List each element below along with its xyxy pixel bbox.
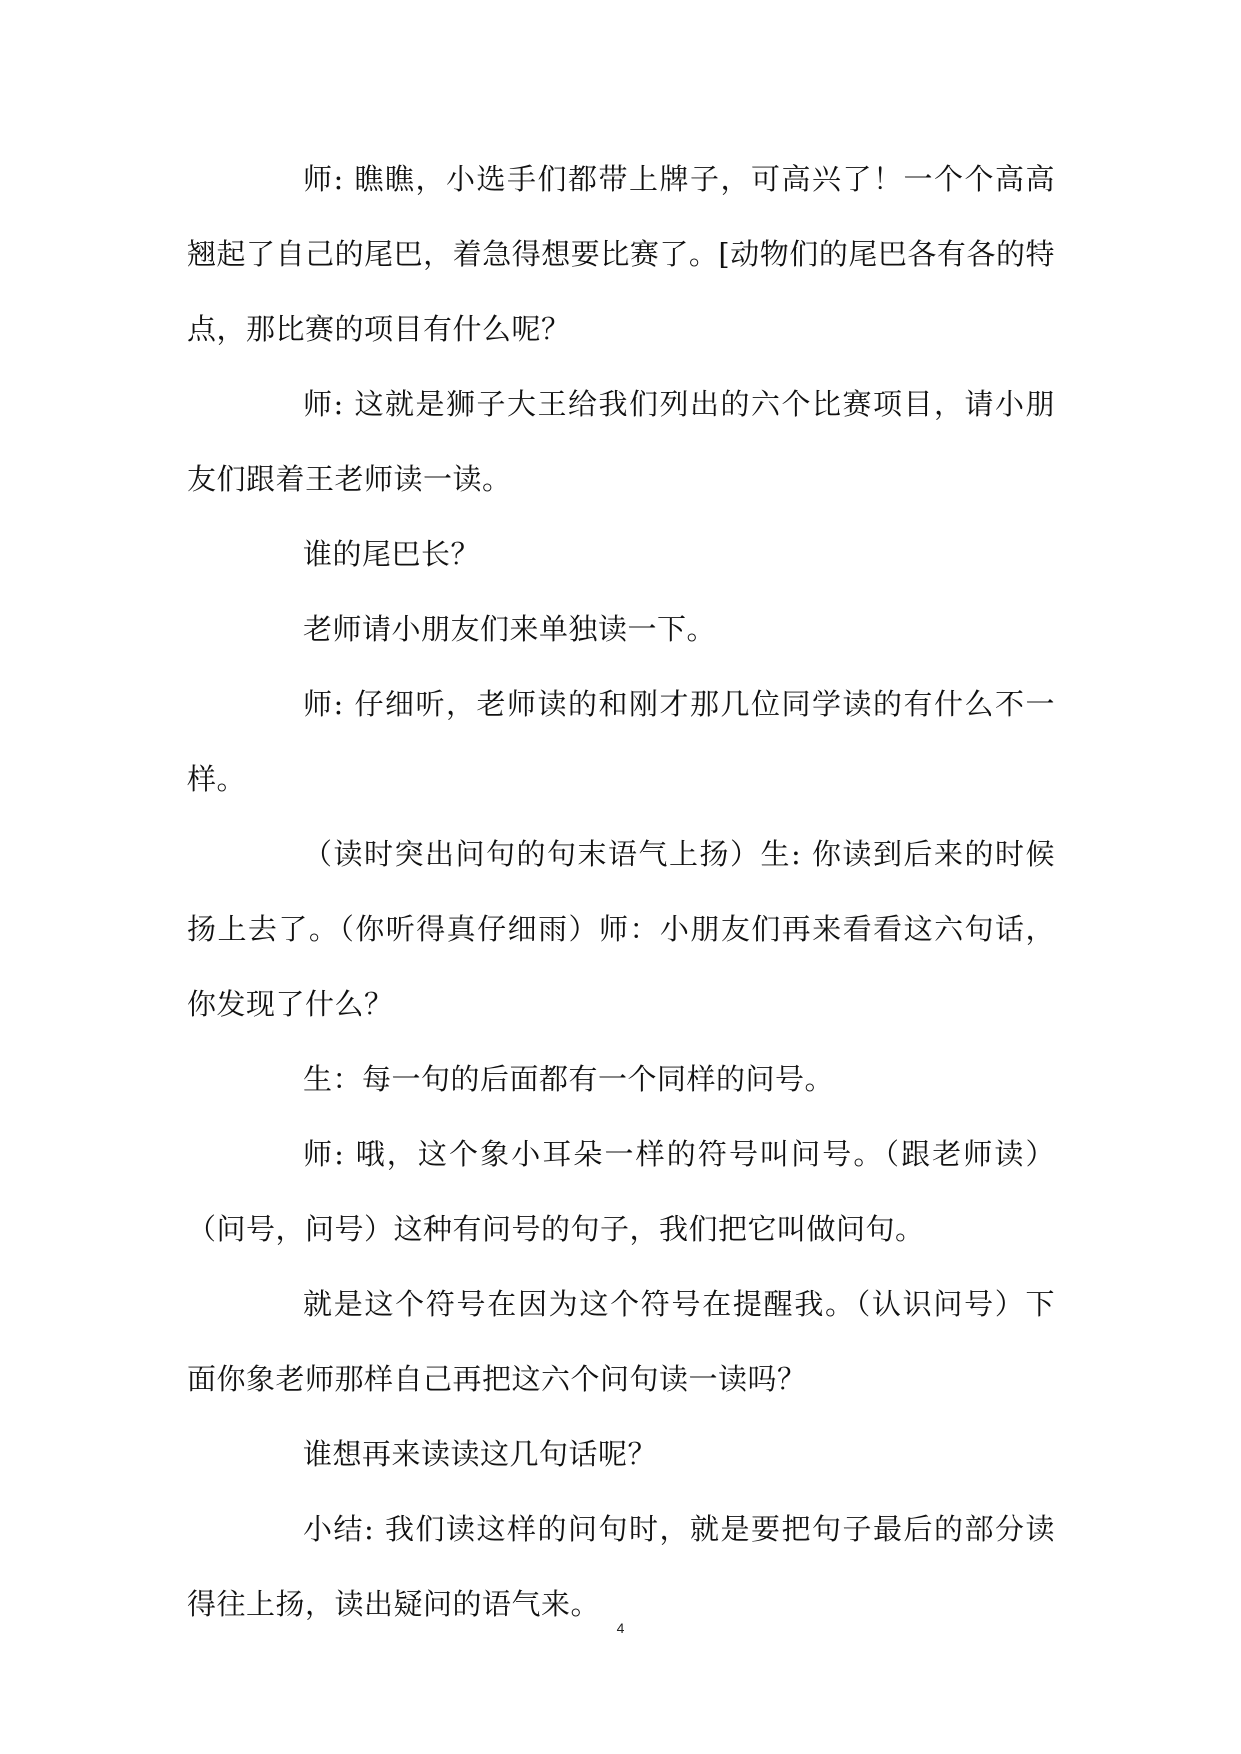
paragraph-10: 谁想再来读读这几句话呢？ xyxy=(303,1437,658,1471)
paragraph-4: 老师请小朋友们来单独读一下。 xyxy=(303,612,717,646)
paragraph-1: 师: 瞧瞧，小选手们都带上牌子，可高兴了！一个个高高翘起了自己的尾巴，着急得想要比赛了。[动物们的尾巴各有各的特点，那比赛的项目有什么呢？ xyxy=(187,162,1055,346)
paragraph-6: （读时突出问句的句末语气上扬）生: 你读到后来的时候扬上去了。（你听得真仔细雨）师：小朋友们再来看看这六句话，你发现了什么？ xyxy=(187,837,1055,1021)
paragraph-2: 师: 这就是狮子大王给我们列出的六个比赛项目，请小朋友们跟着王老师读一读。 xyxy=(187,387,1055,496)
paragraph-3: 谁的尾巴长？ xyxy=(303,537,481,571)
paragraph-5: 师: 仔细听，老师读的和刚才那几位同学读的有什么不一样。 xyxy=(187,687,1055,796)
document-body xyxy=(187,142,1055,1642)
paragraph-8: 师: 哦，这个象小耳朵一样的符号叫问号。（跟老师读）（问号，问号）这种有问号的句子，我们把它叫做问句。 xyxy=(187,1137,1055,1246)
paragraph-7: 生：每一句的后面都有一个同样的问号。 xyxy=(303,1062,835,1096)
paragraph-11: 小结: 我们读这样的问句时，就是要把句子最后的部分读得往上扬，读出疑问的语气来。 xyxy=(187,1512,1055,1621)
paragraph-9: 就是这个符号在因为这个符号在提醒我。（认识问号）下面你象老师那样自己再把这六个问句读一读吗？ xyxy=(187,1287,1055,1396)
page-number: 4 xyxy=(616,1620,625,1636)
